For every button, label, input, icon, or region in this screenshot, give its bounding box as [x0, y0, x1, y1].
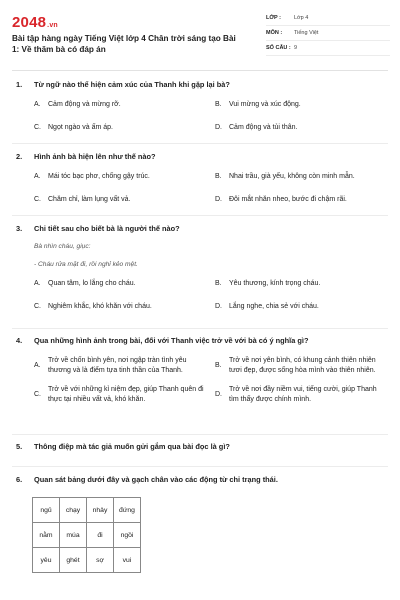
option-text: Nghiêm khắc, khó khăn với cháu.: [48, 302, 152, 310]
question-text: Từ ngữ nào thể hiện cảm xúc của Thanh khi gặp lại bà?: [34, 80, 230, 89]
option-a[interactable]: [34, 100, 207, 110]
option-letter: B.: [215, 361, 222, 369]
word-cell[interactable]: ngủ: [33, 498, 60, 523]
word-cell[interactable]: nằm: [33, 523, 60, 548]
table-row: [33, 498, 141, 523]
option-letter: B.: [215, 173, 222, 180]
word-cell[interactable]: sợ: [87, 548, 114, 573]
divider: [12, 328, 388, 329]
word-table: [32, 497, 141, 573]
site-logo[interactable]: [12, 14, 58, 31]
question-3: [12, 224, 388, 311]
word-cell[interactable]: ngồi: [114, 523, 141, 548]
option-c[interactable]: [34, 195, 207, 205]
question-text: Quan sát bảng dưới đây và gạch chân vào các động từ chỉ trạng thái.: [34, 475, 278, 484]
option-text: Lắng nghe, chia sẻ với cháu.: [229, 302, 319, 310]
word-cell[interactable]: nhảy: [87, 498, 114, 523]
question-number: 4.: [16, 336, 23, 345]
table-row: [33, 548, 141, 573]
options: [12, 279, 388, 311]
logo-suffix: .vn: [47, 22, 58, 29]
option-text: Vui mừng và xúc động.: [229, 101, 301, 108]
option-a[interactable]: [34, 172, 207, 182]
option-letter: C.: [34, 302, 41, 310]
option-text: Đôi mắt nhăn nheo, bước đi chậm rãi.: [229, 195, 347, 203]
question-5: [12, 442, 388, 452]
passage-line: Bà nhìn cháu, giục:: [34, 243, 91, 250]
word-cell[interactable]: yêu: [33, 548, 60, 573]
option-b[interactable]: [215, 172, 388, 182]
meta-key: MÔN :: [266, 30, 283, 36]
table-row: [33, 523, 141, 548]
option-letter: B.: [215, 101, 222, 108]
question-number: 2.: [16, 152, 23, 161]
question-6: [12, 475, 388, 485]
option-d[interactable]: [215, 123, 388, 133]
option-letter: C.: [34, 123, 41, 131]
option-text: Ngọt ngào và ấm áp.: [48, 123, 113, 131]
option-c[interactable]: [34, 385, 207, 404]
option-letter: A.: [34, 361, 41, 369]
option-b[interactable]: [215, 356, 388, 375]
word-cell[interactable]: chạy: [60, 498, 87, 523]
option-letter: D.: [215, 302, 222, 310]
meta-key: SỐ CÂU :: [266, 45, 291, 51]
option-letter: C.: [34, 390, 41, 398]
options: [12, 172, 388, 204]
question-2: [12, 152, 388, 204]
divider: [12, 215, 388, 216]
option-d[interactable]: [215, 195, 388, 205]
option-text: Yêu thương, kính trọng cháu.: [229, 280, 321, 287]
divider: [12, 466, 388, 467]
document-header: [12, 8, 388, 71]
options: [12, 100, 388, 132]
option-text: Mái tóc bạc phơ, chống gậy trúc.: [48, 173, 150, 180]
question-text: Hình ảnh bà hiện lên như thế nào?: [34, 152, 156, 161]
option-text: Cảm động và mừng rỡ.: [48, 101, 121, 108]
meta-info: [266, 11, 390, 56]
question-number: 3.: [16, 224, 23, 233]
option-letter: A.: [34, 101, 41, 108]
option-letter: D.: [215, 123, 222, 131]
question-number: 6.: [16, 475, 23, 484]
word-cell[interactable]: ghét: [60, 548, 87, 573]
word-cell[interactable]: vui: [114, 548, 141, 573]
option-c[interactable]: [34, 302, 207, 312]
question-1: [12, 80, 388, 132]
option-text: Trở về nơi yên bình, có khung cảnh thiên nhiên tươi đẹp, được sống hòa mình vào thiên nhiên.: [229, 357, 376, 374]
meta-value: 9: [294, 45, 298, 51]
question-text: Qua những hình ảnh trong bài, đối với Thanh việc trở về với bà có ý nghĩa gì?: [34, 336, 309, 345]
option-text: Trở về với những kỉ niệm đẹp, giúp Thanh quên đi thực tại nhiều vất vả, khó khăn.: [48, 386, 204, 403]
word-cell[interactable]: đi: [87, 523, 114, 548]
option-text: Trở về chốn bình yên, nơi ngập tràn tình yêu thương và là điểm tựa tinh thần của Thanh.: [48, 357, 187, 374]
word-cell[interactable]: đứng: [114, 498, 141, 523]
option-d[interactable]: [215, 385, 388, 404]
option-text: Trở về nơi đầy niềm vui, tiếng cười, giúp Thanh tìm thấy được chính mình.: [229, 386, 377, 403]
option-letter: A.: [34, 280, 41, 287]
option-letter: B.: [215, 280, 222, 287]
meta-row-count: [266, 41, 390, 56]
option-text: Cảm động và tủi thân.: [229, 123, 298, 131]
divider: [12, 434, 388, 435]
option-d[interactable]: [215, 302, 388, 312]
option-b[interactable]: [215, 279, 388, 289]
option-b[interactable]: [215, 100, 388, 110]
option-a[interactable]: [34, 279, 207, 289]
option-a[interactable]: [34, 356, 207, 375]
option-text: Nhai trầu, già yếu, không còn minh mẫn.: [229, 173, 355, 180]
option-letter: D.: [215, 195, 222, 203]
meta-row-grade: [266, 11, 390, 26]
question-text: Thông điệp mà tác giả muốn gửi gắm qua bài đọc là gì?: [34, 442, 230, 451]
option-letter: D.: [215, 390, 222, 398]
option-text: Chăm chỉ, làm lụng vất vả.: [48, 195, 131, 203]
option-letter: C.: [34, 195, 41, 203]
meta-value: Lớp 4: [294, 15, 309, 21]
meta-row-subject: [266, 26, 390, 41]
document-title: Bài tập hàng ngày Tiếng Việt lớp 4 Chân trời sáng tạo Bài 1: Về thăm bà có đáp án: [12, 34, 236, 54]
question-4: [12, 336, 388, 404]
question-number: 5.: [16, 442, 23, 451]
logo-main: 2048: [12, 14, 47, 31]
question-text: Chi tiết sau cho biết bà là người thế nào?: [34, 224, 180, 233]
option-text: Quan tâm, lo lắng cho cháu.: [48, 280, 136, 287]
options: [12, 356, 388, 404]
word-cell[interactable]: múa: [60, 523, 87, 548]
question-number: 1.: [16, 80, 23, 89]
passage-line: - Cháu rửa mặt đi, rồi nghỉ kẻo mệt.: [34, 261, 138, 268]
option-c[interactable]: [34, 123, 207, 133]
meta-value: Tiếng Việt: [294, 30, 319, 36]
option-letter: A.: [34, 173, 41, 180]
divider: [12, 143, 388, 144]
meta-key: LỚP :: [266, 15, 281, 21]
